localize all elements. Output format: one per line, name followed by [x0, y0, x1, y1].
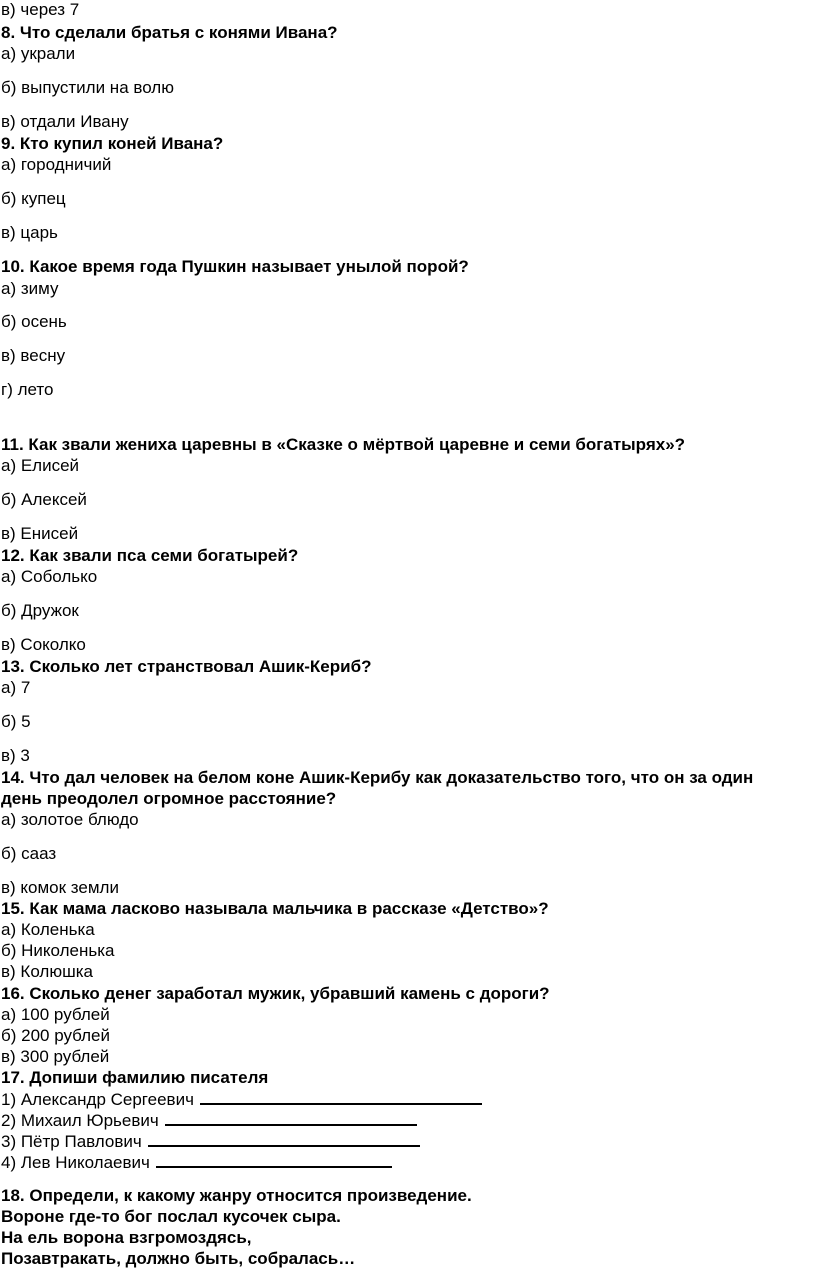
- poem-line: На ель ворона взгромоздясь,: [1, 1228, 252, 1247]
- answer-option: б) осень: [1, 312, 67, 331]
- answer-blank[interactable]: [148, 1131, 420, 1147]
- fill-in-row: [1, 1110, 417, 1131]
- answer-option: в) комок земли: [1, 878, 119, 897]
- answer-option: а) Елисей: [1, 456, 80, 475]
- answer-option: а) 7: [1, 678, 31, 697]
- question-13: 13. Сколько лет странствовал Ашик-Кериб?: [1, 657, 372, 676]
- answer-option: б) Дружок: [1, 601, 79, 620]
- answer-option: в) 3: [1, 746, 30, 765]
- answer-option: в) Соколко: [1, 635, 86, 654]
- question-14-continued: день преодолел огромное расстояние?: [1, 789, 337, 808]
- question-12: 12. Как звали пса семи богатырей?: [1, 546, 299, 565]
- answer-option: в) через 7: [1, 0, 80, 19]
- fill-in-row: [1, 1152, 392, 1173]
- answer-option: в) 300 рублей: [1, 1047, 110, 1066]
- answer-option: а) городничий: [1, 155, 112, 174]
- answer-option: г) лето: [1, 380, 54, 399]
- writer-name-prompt: 3) Пётр Павлович: [1, 1132, 142, 1151]
- question-11: 11. Как звали жениха царевны в «Сказке о мёртвой царевне и семи богатырях»?: [1, 435, 686, 454]
- fill-in-row: [1, 1131, 420, 1152]
- answer-option: б) купец: [1, 189, 66, 208]
- writer-name-prompt: 1) Александр Сергеевич: [1, 1090, 194, 1109]
- answer-option: в) отдали Ивану: [1, 112, 129, 131]
- question-14: 14. Что дал человек на белом коне Ашик-Керибу как доказательство того, что он за один: [1, 768, 754, 787]
- question-17: 17. Допиши фамилию писателя: [1, 1068, 269, 1087]
- answer-option: б) Алексей: [1, 490, 87, 509]
- answer-option: в) Енисей: [1, 524, 79, 543]
- answer-blank[interactable]: [165, 1110, 417, 1126]
- answer-option: а) зиму: [1, 279, 59, 298]
- answer-option: в) царь: [1, 223, 58, 242]
- answer-option: а) Соболько: [1, 567, 98, 586]
- question-9: 9. Кто купил коней Ивана?: [1, 134, 224, 153]
- writer-name-prompt: 4) Лев Николаевич: [1, 1153, 150, 1172]
- answer-option: б) 5: [1, 712, 31, 731]
- question-16: 16. Сколько денег заработал мужик, убравший камень с дороги?: [1, 984, 550, 1003]
- answer-option: б) 200 рублей: [1, 1026, 111, 1045]
- answer-option: а) Коленька: [1, 920, 95, 939]
- answer-option: б) Николенька: [1, 941, 115, 960]
- answer-option: б) сааз: [1, 844, 57, 863]
- answer-option: а) золотое блюдо: [1, 810, 139, 829]
- question-15: 15. Как мама ласково называла мальчика в рассказе «Детство»?: [1, 899, 549, 918]
- fill-in-row: [1, 1089, 482, 1110]
- question-8: 8. Что сделали братья с конями Ивана?: [1, 23, 338, 42]
- writer-name-prompt: 2) Михаил Юрьевич: [1, 1111, 159, 1130]
- answer-blank[interactable]: [156, 1152, 392, 1168]
- question-10: 10. Какое время года Пушкин называет унылой порой?: [1, 257, 469, 276]
- answer-option: в) весну: [1, 346, 66, 365]
- answer-blank[interactable]: [200, 1089, 482, 1105]
- answer-option: в) Колюшка: [1, 962, 93, 981]
- poem-line: Вороне где-то бог послал кусочек сыра.: [1, 1207, 341, 1226]
- answer-option: б) выпустили на волю: [1, 78, 174, 97]
- answer-option: а) украли: [1, 44, 76, 63]
- poem-line: Позавтракать, должно быть, собралась…: [1, 1249, 356, 1268]
- answer-option: а) 100 рублей: [1, 1005, 110, 1024]
- question-18: 18. Определи, к какому жанру относится произведение.: [1, 1186, 472, 1205]
